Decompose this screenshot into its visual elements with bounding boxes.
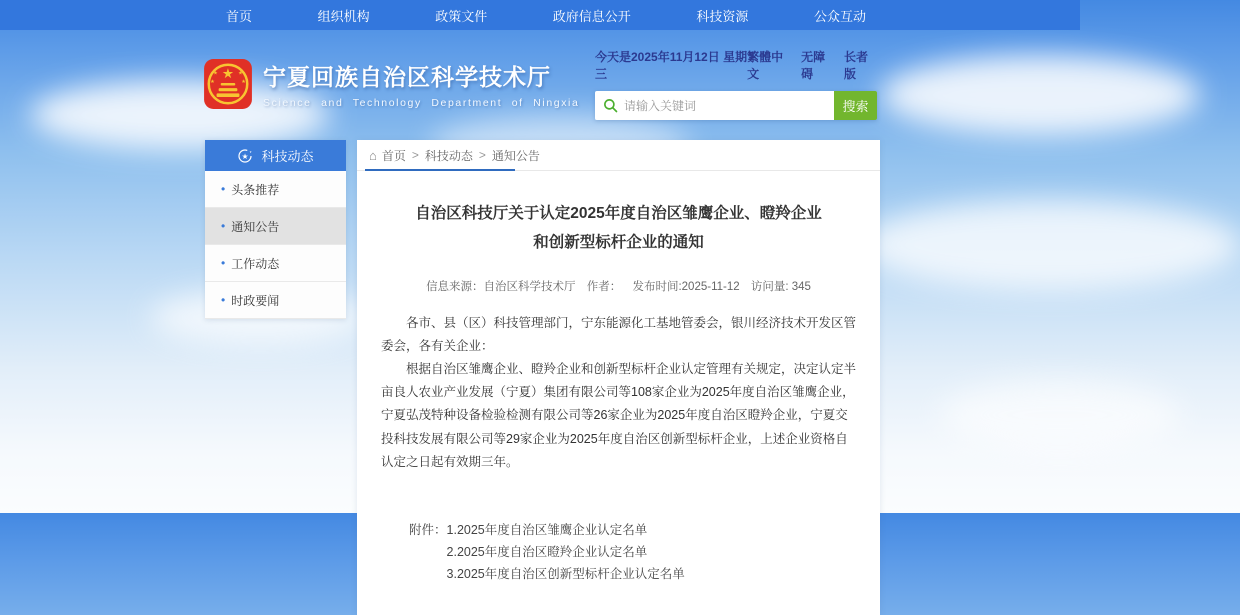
sidebar-item-label: 通知公告 xyxy=(231,219,280,234)
sidebar-header xyxy=(205,140,346,171)
link-elderly-version[interactable]: 长者版 xyxy=(844,50,869,81)
article-title-line1: 自治区科技厅关于认定2025年度自治区雏鹰企业、瞪羚企业 xyxy=(415,205,822,222)
article-meta xyxy=(381,278,856,294)
site-brand xyxy=(203,58,579,110)
breadcrumb-underline xyxy=(365,169,515,171)
cloud-decoration xyxy=(940,380,1180,450)
breadcrumb-tech-news[interactable]: 科技动态 xyxy=(424,148,473,163)
sidebar-item-label: 时政要闻 xyxy=(231,293,280,308)
meta-author: 作者： xyxy=(586,280,622,293)
article-title-line2: 和创新型标杆企业的通知 xyxy=(533,234,704,252)
search-button[interactable]: 搜索 xyxy=(834,91,877,120)
sidebar-item-work-news[interactable] xyxy=(205,245,346,282)
nav-item-tech-resources[interactable]: 科技资源 xyxy=(696,8,749,24)
nav-item-policy-docs[interactable]: 政策文件 xyxy=(435,8,488,24)
home-icon: ⌂ xyxy=(369,147,377,163)
bullet-icon: • xyxy=(221,293,226,307)
bullet-icon: • xyxy=(221,182,226,196)
tech-news-icon xyxy=(237,148,253,164)
attachment-link-3[interactable]: 3.2025年度自治区创新型标杆企业认定名单 xyxy=(446,566,685,581)
sidebar-title: 科技动态 xyxy=(261,149,314,164)
nav-item-public-interact[interactable]: 公众互动 xyxy=(813,8,866,24)
nav-item-gov-info[interactable]: 政府信息公开 xyxy=(552,8,631,24)
svg-text:★: ★ xyxy=(242,151,249,161)
svg-text:★: ★ xyxy=(210,78,215,85)
attachments-section xyxy=(409,520,856,586)
sidebar-item-politics-news[interactable] xyxy=(205,282,346,319)
svg-text:★: ★ xyxy=(221,65,235,81)
cloud-decoration xyxy=(860,200,1240,290)
bullet-icon: • xyxy=(221,219,226,233)
attachment-link-1[interactable]: 1.2025年度自治区雏鹰企业认定名单 xyxy=(446,522,648,537)
meta-publish: 发布时间:2025-11-12 xyxy=(632,280,740,293)
svg-text:★: ★ xyxy=(238,70,243,77)
national-emblem-logo xyxy=(203,58,253,110)
breadcrumb-separator: > xyxy=(411,148,419,162)
sidebar xyxy=(205,140,346,319)
meta-source: 信息来源：自治区科学技术厅 xyxy=(426,280,576,293)
sidebar-item-label: 工作动态 xyxy=(231,256,280,271)
svg-text:★: ★ xyxy=(213,70,218,77)
link-traditional-chinese[interactable]: 繁體中文 xyxy=(747,50,784,81)
link-accessibility[interactable]: 无障碍 xyxy=(801,50,826,81)
bullet-icon: • xyxy=(221,256,226,270)
breadcrumb xyxy=(357,140,880,171)
article-title xyxy=(381,199,856,258)
site-title: 宁夏回族自治区科学技术厅 xyxy=(263,64,551,90)
sidebar-item-notices[interactable] xyxy=(205,208,346,245)
attachments-label: 附件： xyxy=(409,522,447,537)
breadcrumb-separator: > xyxy=(478,148,486,162)
breadcrumb-home[interactable]: 首页 xyxy=(381,148,406,163)
search-box xyxy=(595,91,834,120)
sidebar-item-headline[interactable] xyxy=(205,171,346,208)
nav-item-home[interactable]: 首页 xyxy=(226,8,253,24)
top-navigation-bar xyxy=(0,0,1080,30)
nav-item-organization[interactable]: 组织机构 xyxy=(317,8,370,24)
sidebar-item-label: 头条推荐 xyxy=(231,182,280,197)
article-paragraph: 根据自治区雏鹰企业、瞪羚企业和创新型标杆企业认定管理有关规定，决定认定半亩良人农业产业发展（宁夏）集团有限公司等108家企业为2025年度自治区雏鹰企业，宁夏弘茂特种设备检验检测有限公司等26家企业为2025年度自治区瞪羚企业，宁夏交投科技发展有限公司等29家企业为2025年度自治区创新型标杆企业，上述企业资格自认定之日起有效期三年。 xyxy=(381,362,857,469)
search-icon xyxy=(603,98,618,113)
attachment-link-2[interactable]: 2.2025年度自治区瞪羚企业认定名单 xyxy=(446,544,648,559)
article-paragraph: 各市、县（区）科技管理部门，宁东能源化工基地管委会，银川经济技术开发区管委会，各有关企业： xyxy=(381,315,857,353)
article-panel xyxy=(357,140,880,615)
current-date: 今天是2025年11月12日 星期三 xyxy=(595,50,748,81)
site-header xyxy=(0,30,1080,140)
article-body xyxy=(381,312,856,474)
site-subtitle: Science and Technology Department of Ningxia xyxy=(263,97,580,109)
search-input[interactable] xyxy=(624,99,826,113)
svg-text:★: ★ xyxy=(241,78,246,85)
meta-visits: 访问量: 345 xyxy=(750,280,811,293)
breadcrumb-notices[interactable]: 通知公告 xyxy=(491,148,540,163)
